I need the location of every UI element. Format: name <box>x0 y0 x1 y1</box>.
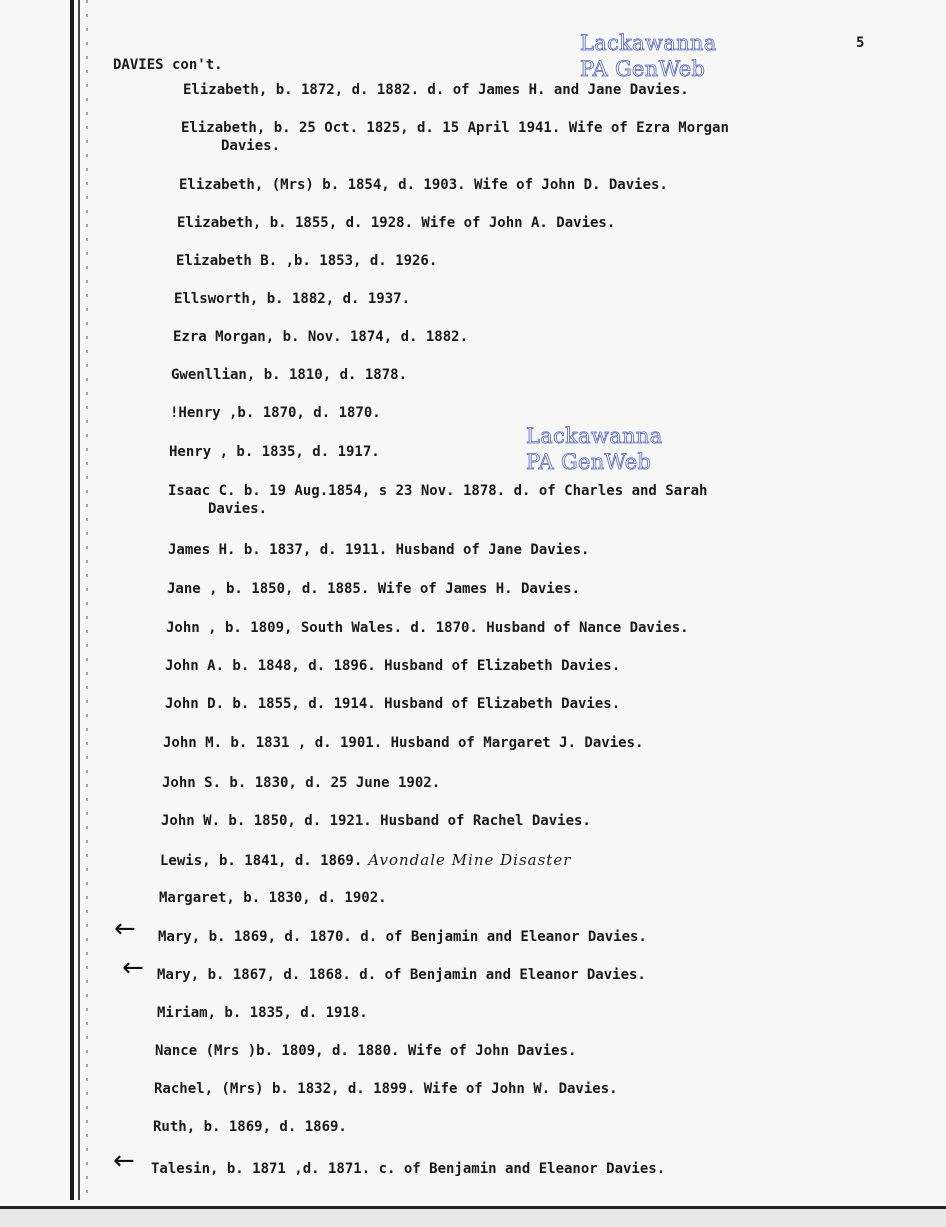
entry-text: Henry , b. 1835, d. 1917. <box>169 444 380 460</box>
entry-text: Elizabeth, b. 1872, d. 1882. d. of James H. and Jane Davies. <box>183 82 689 98</box>
watermark-line-1: Lackawanna <box>580 31 717 55</box>
entry <box>151 1160 665 1178</box>
entry-text: Rachel, (Mrs) b. 1832, d. 1899. Wife of John W. Davies. <box>154 1081 618 1097</box>
watermark-line-2: PA GenWeb <box>580 57 706 81</box>
entry <box>162 774 440 792</box>
entry <box>159 889 387 907</box>
entry-text: Elizabeth B. ,b. 1853, d. 1926. <box>176 253 438 269</box>
entry <box>157 966 646 984</box>
left-arrow-icon: ← <box>114 914 136 944</box>
entry-text: Elizabeth, (Mrs) b. 1854, d. 1903. Wife of John D. Davies. <box>179 177 668 193</box>
entry-text: Mary, b. 1869, d. 1870. d. of Benjamin and Eleanor Davies. <box>158 929 647 945</box>
watermark-line-2: PA GenWeb <box>526 450 652 474</box>
entry-text: John M. b. 1831 , d. 1901. Husband of Margaret J. Davies. <box>163 735 644 751</box>
entry-text: Lewis, b. 1841, d. 1869. <box>160 853 363 869</box>
entry-text: !Henry ,b. 1870, d. 1870. <box>170 405 381 421</box>
entry-text: Mary, b. 1867, d. 1868. d. of Benjamin and Eleanor Davies. <box>157 967 646 983</box>
entry <box>179 176 668 194</box>
entry-text: Talesin, b. 1871 ,d. 1871. c. of Benjamin and Eleanor Davies. <box>151 1161 666 1177</box>
entry-text: Margaret, b. 1830, d. 1902. <box>159 890 387 906</box>
entry <box>166 619 689 637</box>
entry-text: Jane , b. 1850, d. 1885. Wife of James H. Davies. <box>167 581 581 597</box>
entry <box>155 1042 576 1060</box>
entry <box>176 252 437 270</box>
entry <box>169 443 380 461</box>
entry-text: John , b. 1809, South Wales. d. 1870. Husband of Nance Davies. <box>166 620 689 636</box>
entry <box>174 290 410 308</box>
entry-text: John S. b. 1830, d. 25 June 1902. <box>162 775 441 791</box>
watermark-line-1: Lackawanna <box>526 424 663 448</box>
entry <box>171 366 407 384</box>
entry-text: Miriam, b. 1835, d. 1918. <box>157 1005 368 1021</box>
entry <box>160 851 571 870</box>
entry-text: Gwenllian, b. 1810, d. 1878. <box>171 367 408 383</box>
entry <box>168 482 707 518</box>
entry-text: James H. b. 1837, d. 1911. Husband of Jane Davies. <box>168 542 590 558</box>
entry <box>165 695 620 713</box>
entry-text: Nance (Mrs )b. 1809, d. 1880. Wife of John Davies. <box>155 1043 577 1059</box>
entry <box>158 928 647 946</box>
entry-text: Isaac C. b. 19 Aug.1854, s 23 Nov. 1878. d. of Charles and Sarah <box>168 483 708 499</box>
entry-text: Ruth, b. 1869, d. 1869. <box>153 1119 347 1135</box>
entry <box>183 81 689 99</box>
entry <box>153 1118 347 1136</box>
entry <box>154 1080 618 1098</box>
entry <box>167 580 580 598</box>
entry <box>168 541 589 559</box>
entry <box>157 1004 368 1022</box>
entry <box>165 657 620 675</box>
entry <box>161 812 591 830</box>
entry <box>173 328 468 346</box>
entry-text: John D. b. 1855, d. 1914. Husband of Elizabeth Davies. <box>165 696 621 712</box>
entry-continuation: Davies. <box>221 138 281 154</box>
page-heading: DAVIES con't. <box>113 57 223 73</box>
entry-text: Elizabeth, b. 25 Oct. 1825, d. 15 April 1941. Wife of Ezra Morgan <box>181 120 729 136</box>
entry-text: Ezra Morgan, b. Nov. 1874, d. 1882. <box>173 329 469 345</box>
left-arrow-icon: ← <box>113 1146 135 1176</box>
entry-text: Elizabeth, b. 1855, d. 1928. Wife of John A. Davies. <box>177 215 616 231</box>
handwritten-annotation: Avondale Mine Disaster <box>368 851 572 869</box>
entry-continuation: Davies. <box>208 501 268 517</box>
entry <box>181 119 729 155</box>
page-number: 5 <box>856 35 865 51</box>
entry <box>177 214 615 232</box>
entry-text: John W. b. 1850, d. 1921. Husband of Rachel Davies. <box>161 813 591 829</box>
entry <box>163 734 643 752</box>
entry-text: John A. b. 1848, d. 1896. Husband of Elizabeth Davies. <box>165 658 621 674</box>
left-arrow-icon: ← <box>122 953 144 983</box>
entry-text: Ellsworth, b. 1882, d. 1937. <box>174 291 411 307</box>
entry <box>170 404 381 422</box>
